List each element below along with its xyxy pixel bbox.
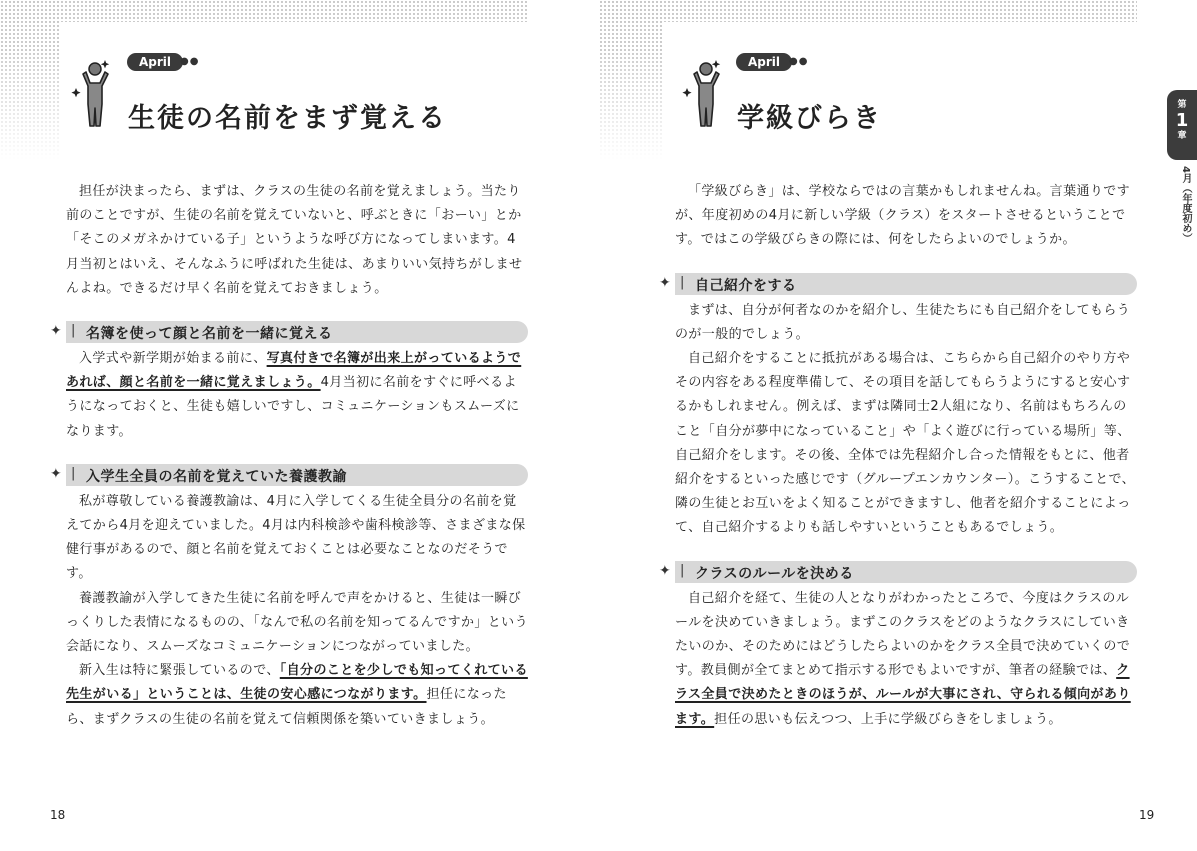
paragraph: 新入生は特に緊張しているので、「自分のことを少しでも知ってくれている先生がいる」ということは、生徒の安心感につながります。担任になったら、まずクラスの生徒の名前を覚えて信頼関係を築いていきましょう。 bbox=[66, 663, 528, 727]
page-number: 18 bbox=[50, 808, 66, 822]
paragraph: 自己紹介を経て、生徒の人となりがわかったところで、今度はクラスのルールを決めていきましょう。まずこのクラスをどのようなクラスにしていきたいのか、そのためにはどうしたらよいのかをクラス全員で決めていくのです。教員側が全てまとめて指示する形でもよいですが、筆者の経験では、クラス全員で決めたときのほうが、ルールが大事にされ、守られる傾向があります。担任の思いも伝えつつ、上手に学級びらきをしましょう。 bbox=[675, 590, 1131, 727]
paragraph: 自己紹介をすることに抵抗がある場合は、こちらから自己紹介のやり方やその内容をある程度準備して、その項目を話してもらうようにすると安心するかもしれません。例えば、まずは隣同士2人組になり、名前はもちろんのこと「自分が夢中になっていること」や「よく遊びに行っている場所」等、自己紹介をします。その後、全体では先程紹介し合った情報をもとに、他者紹介をするといった感じです（グループエンカウンター）。こうすることで、隣の生徒とお互いをよく知ることができますし、他者を紹介することによって、自己紹介するよりも話しやすいということもあるでしょう。 bbox=[675, 351, 1136, 536]
page-title: 学級びらき bbox=[737, 103, 882, 134]
sparkle-icon: ✦ bbox=[659, 562, 671, 579]
heading-text: 名簿を使って顔と名前を一緒に覚える bbox=[86, 326, 333, 343]
header-card bbox=[663, 22, 1137, 92]
intro-paragraph: 「学級びらき」は、学校ならではの言葉かもしれませんね。言葉通りですが、年度初めの4月に新しい学級（クラス）をスタートさせるということです。ではこの学級びらきの際には、何をしたらよいのでしょうか。 bbox=[675, 184, 1131, 248]
sparkle-icon: ✦ bbox=[50, 323, 62, 340]
section-heading: ✦ | 自己紹介をする bbox=[675, 273, 1137, 295]
dot-pattern-side bbox=[0, 0, 60, 160]
dot-pattern-top bbox=[0, 0, 528, 22]
left-body bbox=[50, 180, 528, 732]
month-tag: April bbox=[127, 53, 183, 71]
underlined-emphasis: 「自分のことを少しでも知ってくれている先生がいる」ということは、生徒の安心感につながります。 bbox=[66, 663, 528, 703]
chapter-subtitle: 4月（年度初め） bbox=[1180, 166, 1191, 243]
right-page bbox=[599, 0, 1197, 851]
underlined-emphasis: クラス全員で決めたときのほうが、ルールが大事にされ、守られる傾向があります。 bbox=[675, 663, 1131, 727]
heading-text: 自己紹介をする bbox=[695, 277, 797, 294]
month-dots: ●● bbox=[789, 56, 809, 67]
month-tag: April bbox=[736, 53, 792, 71]
section-heading: ✦ | クラスのルールを決める bbox=[675, 561, 1137, 583]
page-number: 19 bbox=[1139, 808, 1155, 822]
left-page bbox=[0, 0, 598, 851]
heading-text: 入学生全員の名前を覚えていた養護教諭 bbox=[86, 468, 347, 485]
page-title: 生徒の名前をまず覚える bbox=[128, 103, 447, 134]
dot-pattern-top bbox=[599, 0, 1137, 22]
cheering-person-icon bbox=[68, 56, 118, 134]
month-dots: ●● bbox=[180, 56, 200, 67]
sparkle-icon: ✦ bbox=[50, 465, 62, 482]
paragraph: まずは、自分が何者なのかを紹介し、生徒たちにも自己紹介をしてもらうのが一般的でしょう。 bbox=[675, 302, 1131, 342]
paragraph: 私が尊敬している養護教諭は、4月に入学してくる生徒全員分の名前を覚えてから4月を迎えていました。4月は内科検診や歯科検診等、さまざまな保健行事があるので、顔と名前を覚えておくことは必要なことなのだそうです。 bbox=[66, 493, 526, 582]
underlined-emphasis: 写真付きで名簿が出来上がっているようであれば、顔と名前を一緒に覚えましょう。 bbox=[66, 351, 522, 391]
heading-text: クラスのルールを決める bbox=[695, 565, 854, 582]
paragraph: 入学式や新学期が始まる前に、写真付きで名簿が出来上がっているようであれば、顔と名前を一緒に覚えましょう。4月当初に名前をすぐに呼べるようになっておくと、生徒も嬉しいですし、コミュニケーションもスムーズになります。 bbox=[66, 351, 522, 439]
dot-pattern-side bbox=[599, 0, 663, 160]
paragraph: 養護教諭が入学してきた生徒に名前を呼んで声をかけると、生徒は一瞬びっくりした表情になるものの、「なんで私の名前を知ってるんですか」という会話になり、スムーズなコミュニケーションにつながっていました。 bbox=[66, 590, 528, 655]
sparkle-icon: ✦ bbox=[659, 274, 671, 291]
section-heading: ✦ | 名簿を使って顔と名前を一緒に覚える bbox=[66, 321, 528, 343]
section-heading: ✦ | 入学生全員の名前を覚えていた養護教諭 bbox=[66, 464, 528, 486]
right-body bbox=[659, 180, 1137, 732]
cheering-person-icon bbox=[679, 56, 729, 134]
intro-paragraph: 担任が決まったら、まずは、クラスの生徒の名前を覚えましょう。当たり前のことですが、生徒の名前を覚えていないと、呼ぶときに「おーい」とか「そこのメガネかけている子」というような呼び方になってしまいます。4月当初とはいえ、そんなふうに呼ばれた生徒は、あまりいい気持ちがしませんよね。できるだけ早く名前を覚えておきましょう。 bbox=[66, 184, 523, 296]
chapter-tab: 第 1 章 bbox=[1167, 90, 1197, 160]
